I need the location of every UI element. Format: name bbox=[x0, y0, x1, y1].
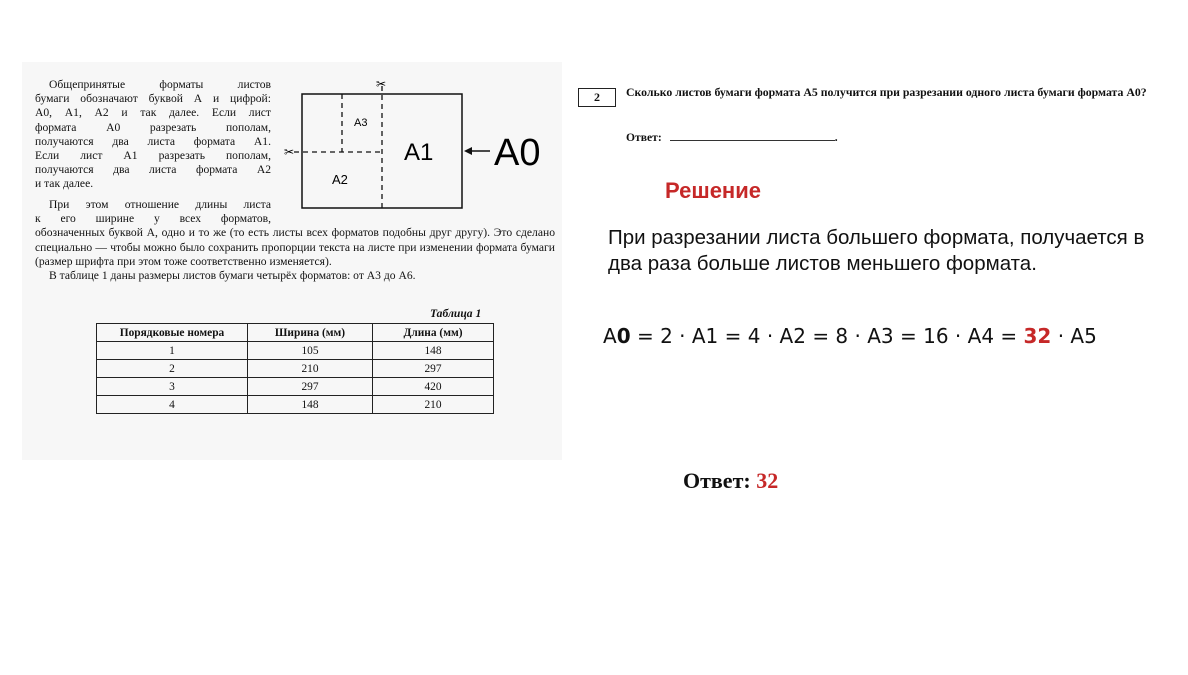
intro-line: Общепринятые форматы листов bbox=[49, 78, 271, 91]
label-a3: А3 bbox=[354, 117, 368, 129]
ratio-paragraph: обозначенных буквой А, одно и то же (то есть листы всех форматов подобны друг другу). Это сделано специально — чтобы можно было сохранить пропорции текста на листе при изменении формата бумаги (размер шрифта при этом тоже соответственно изменяется). bbox=[35, 226, 555, 268]
label-a2: А2 bbox=[332, 172, 348, 187]
problem-intro bbox=[35, 78, 271, 192]
table-header-row bbox=[97, 324, 494, 342]
table-row bbox=[97, 360, 494, 378]
table-cell: 210 bbox=[373, 396, 494, 414]
intro-line: получаются два листа формата А2 bbox=[35, 163, 271, 177]
header-cell: Ширина (мм) bbox=[248, 324, 373, 342]
formula-result: 32 bbox=[1023, 324, 1052, 348]
intro-line: А0, А1, А2 и так далее. Если лист bbox=[35, 106, 271, 120]
answer-end: . bbox=[834, 131, 838, 144]
table-row bbox=[97, 378, 494, 396]
table-cell: 4 bbox=[97, 396, 248, 414]
header-cell: Длина (мм) bbox=[373, 324, 494, 342]
formula-a0-letter: А bbox=[603, 324, 617, 348]
table-intro: В таблице 1 даны размеры листов бумаги четырёх форматов: от А3 до А6. bbox=[49, 269, 416, 283]
table-cell: 297 bbox=[248, 378, 373, 396]
label-a0: А0 bbox=[494, 132, 541, 174]
header-cell: Порядковые номера bbox=[97, 324, 248, 342]
formula-chain: = 2 · А1 = 4 · А2 = 8 · А3 = 16 · А4 = bbox=[630, 324, 1024, 348]
answer-field-row bbox=[626, 131, 838, 144]
paper-format-diagram bbox=[280, 76, 562, 212]
table-cell: 105 bbox=[248, 342, 373, 360]
ratio-line: к его ширине у всех форматов, bbox=[35, 212, 271, 226]
table-cell: 3 bbox=[97, 378, 248, 396]
table-cell: 148 bbox=[248, 396, 373, 414]
table-cell: 2 bbox=[97, 360, 248, 378]
table-cell: 420 bbox=[373, 378, 494, 396]
formula-a0-digit: 0 bbox=[616, 324, 631, 348]
final-answer-label: Ответ: bbox=[683, 468, 751, 493]
solution-explanation: При разрезании листа большего формата, получается в два раза больше листов меньшего формата. bbox=[608, 226, 1145, 275]
solution-title: Решение bbox=[665, 178, 761, 203]
intro-line: формата А0 разрезать пополам, bbox=[35, 120, 271, 134]
paper-sizes-table bbox=[96, 323, 494, 414]
solution-formula bbox=[603, 324, 1097, 348]
intro-line: получаются два листа формата А1. bbox=[35, 134, 271, 148]
table-caption: Таблица 1 bbox=[430, 307, 482, 320]
label-a1: А1 bbox=[404, 139, 434, 166]
intro-line: Если лист А1 разрезать пополам, bbox=[35, 149, 271, 163]
question-number: 2 bbox=[578, 88, 616, 107]
scissors-icon: ✂ bbox=[376, 77, 387, 91]
answer-label: Ответ: bbox=[626, 131, 662, 144]
scissors-icon: ✂ bbox=[284, 145, 295, 159]
arrow-head-icon bbox=[464, 147, 472, 155]
formula-end: · А5 bbox=[1051, 324, 1097, 348]
table-cell: 297 bbox=[373, 360, 494, 378]
table-cell: 1 bbox=[97, 342, 248, 360]
final-answer bbox=[683, 468, 778, 494]
table-row bbox=[97, 342, 494, 360]
answer-blank-line bbox=[670, 131, 835, 141]
table-cell: 148 bbox=[373, 342, 494, 360]
table-cell: 210 bbox=[248, 360, 373, 378]
intro-line: бумаги обозначают буквой А и цифрой: bbox=[35, 92, 271, 106]
ratio-line: При этом отношение длины листа bbox=[49, 198, 271, 211]
question-text: Сколько листов бумаги формата А5 получится при разрезании одного листа бумаги формата А0? bbox=[626, 85, 1147, 99]
final-answer-value: 32 bbox=[756, 468, 779, 493]
intro-line: и так далее. bbox=[35, 177, 94, 191]
table-row bbox=[97, 396, 494, 414]
